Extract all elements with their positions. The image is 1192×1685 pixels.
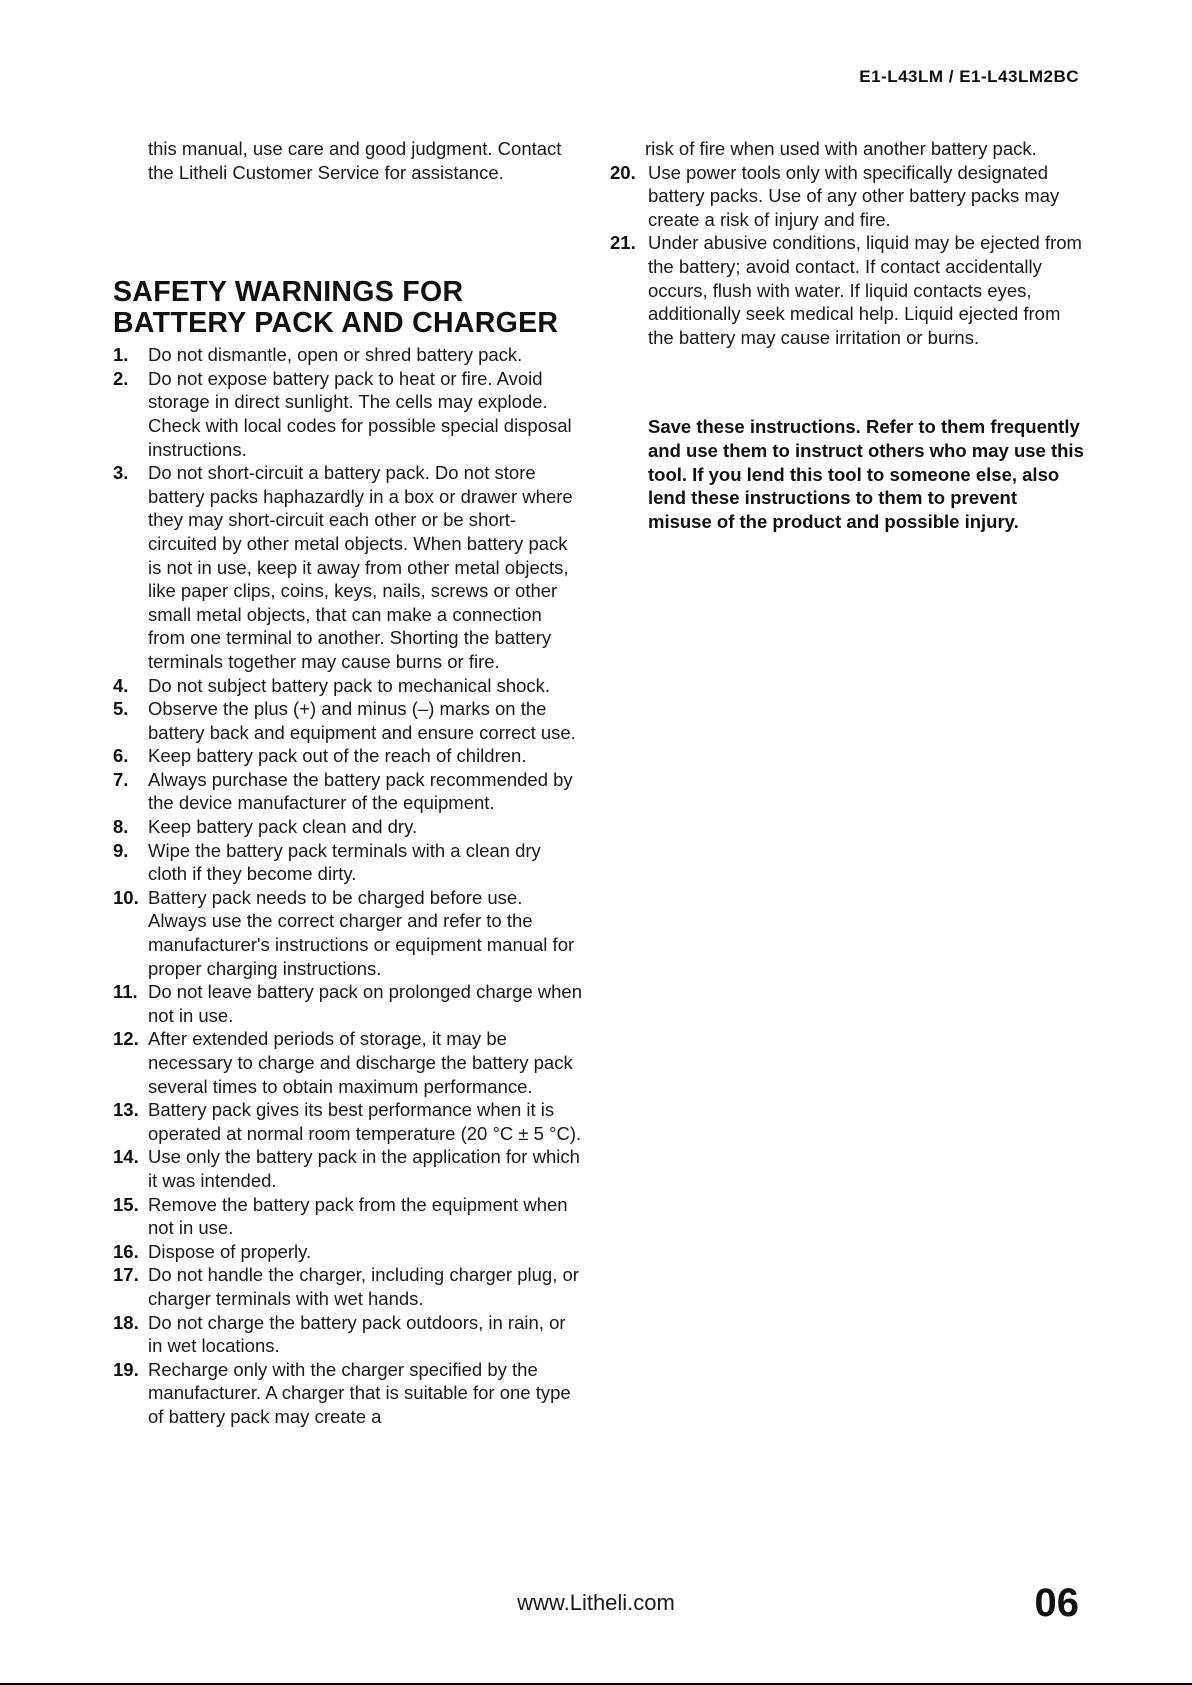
- item-number: 20.: [610, 161, 636, 183]
- item-number: 17.: [113, 1264, 139, 1286]
- list-item: [113, 980, 583, 1027]
- page-number: 06: [1034, 1581, 1079, 1625]
- item-text: Remove the battery pack from the equipment when not in use.: [148, 1193, 568, 1239]
- footer-website: www.Litheli.com: [517, 1590, 675, 1615]
- item-text: Battery pack gives its best performance when it is operated at normal room temperature (20 °C ± 5 °C).: [148, 1099, 582, 1144]
- list-item: [113, 343, 583, 367]
- item-text: Do not dismantle, open or shred battery pack.: [148, 344, 523, 366]
- list-item: [113, 886, 583, 980]
- item-text: Do not expose battery pack to heat or fire. Avoid storage in direct sunlight. The cells may explode. Check with local codes for possible special disposal instructions.: [148, 367, 572, 460]
- item-text: Battery pack needs to be charged before use. Always use the correct charger and refer to the manufacturer's instructions or equipment manual for proper charging instructions.: [148, 886, 575, 979]
- list-item: [113, 674, 583, 698]
- list-item: [113, 744, 583, 768]
- item-number: 9.: [113, 839, 129, 861]
- item-text: Do not subject battery pack to mechanical shock.: [148, 674, 551, 696]
- list-item: [113, 1098, 583, 1145]
- item-number: 12.: [113, 1028, 139, 1050]
- list-item: [113, 1240, 583, 1264]
- list-item: [113, 1311, 583, 1358]
- list-item: [113, 1145, 583, 1192]
- list-item: [610, 161, 1084, 232]
- list-item: [113, 1193, 583, 1240]
- intro-continuation: this manual, use care and good judgment. Contact the Litheli Customer Service for assistance.: [148, 138, 562, 183]
- save-instructions-note: Save these instructions. Refer to them frequently and use them to instruct others who may use this tool. If you lend this tool to someone else, also lend these instructions to them to prevent misuse of the product and possible injury.: [648, 416, 1084, 532]
- list-item: [113, 1263, 583, 1310]
- section-heading: SAFETY WARNINGS FOR BATTERY PACK AND CHARGER: [113, 276, 559, 340]
- item-text: Do not short-circuit a battery pack. Do not store battery packs haphazardly in a box or drawer where they may short-circuit each other or be short-circuited by other metal objects. When battery pack is not in use, keep it away from other metal objects, like paper clips, coins, keys, nails, screws or other small metal objects, that can make a connection from one terminal to another. Shorting the battery terminals together may cause burns or fire.: [148, 462, 573, 672]
- item-text: Dispose of properly.: [148, 1240, 312, 1262]
- list-item: [113, 367, 583, 461]
- list-item: [113, 697, 583, 744]
- item-text: Under abusive conditions, liquid may be ejected from the battery; avoid contact. If contact accidentally occurs, flush with water. If liquid contacts eyes, additionally seek medical help. Liquid ejected from the battery may cause irritation or burns.: [648, 232, 1082, 348]
- item-number: 3.: [113, 462, 129, 484]
- item-number: 8.: [113, 816, 129, 838]
- list-item: [113, 815, 583, 839]
- item-number: 19.: [113, 1358, 139, 1380]
- item-text: Always purchase the battery pack recommended by the device manufacturer of the equipment.: [148, 768, 573, 814]
- item-number: 2.: [113, 367, 129, 389]
- list-item: [610, 231, 1084, 349]
- item-number: 10.: [113, 886, 139, 908]
- item-number: 18.: [113, 1311, 139, 1333]
- list-item: [113, 768, 583, 815]
- item-text: Do not charge the battery pack outdoors, in rain, or in wet locations.: [148, 1311, 566, 1357]
- item-number: 4.: [113, 674, 129, 696]
- item-text: Observe the plus (+) and minus (–) marks on the battery back and equipment and ensure correct use.: [148, 698, 576, 743]
- item-text: Wipe the battery pack terminals with a clean dry cloth if they become dirty.: [148, 839, 541, 885]
- item-number: 15.: [113, 1193, 139, 1215]
- right-column: [610, 137, 1084, 533]
- item-number: 21.: [610, 232, 636, 254]
- list-item: [113, 839, 583, 886]
- item-number: 6.: [113, 745, 129, 767]
- safety-list: [113, 343, 583, 1428]
- item-text: Keep battery pack out of the reach of children.: [148, 745, 527, 767]
- left-column: [113, 137, 583, 1429]
- item-number: 1.: [113, 344, 129, 366]
- item-number: 7.: [113, 768, 129, 790]
- list-item: [113, 461, 583, 673]
- item-number: 13.: [113, 1099, 139, 1121]
- list-item: [113, 1027, 583, 1098]
- item-text: Do not handle the charger, including charger plug, or charger terminals with wet hands.: [148, 1264, 579, 1309]
- item-text: Recharge only with the charger specified by the manufacturer. A charger that is suitable for one type of battery pack may create a: [148, 1358, 571, 1427]
- list-item: [113, 1358, 583, 1429]
- item-number: 14.: [113, 1146, 139, 1168]
- item-number: 5.: [113, 698, 129, 720]
- item-text: Do not leave battery pack on prolonged charge when not in use.: [148, 981, 583, 1026]
- item-text: Use power tools only with specifically designated battery packs. Use of any other battery packs may create a risk of injury and fire.: [648, 161, 1060, 230]
- item-text: After extended periods of storage, it may be necessary to charge and discharge the battery pack several times to obtain maximum performance.: [148, 1028, 573, 1097]
- model-number-header: E1-L43LM / E1-L43LM2BC: [859, 67, 1079, 86]
- item-text: Keep battery pack clean and dry.: [148, 816, 418, 838]
- item-number: 16.: [113, 1240, 139, 1262]
- safety-list-continued: [610, 161, 1084, 350]
- item-number: 11.: [113, 981, 138, 1003]
- item-19-continuation: risk of fire when used with another battery pack.: [645, 138, 1037, 159]
- item-text: Use only the battery pack in the application for which it was intended.: [148, 1146, 580, 1191]
